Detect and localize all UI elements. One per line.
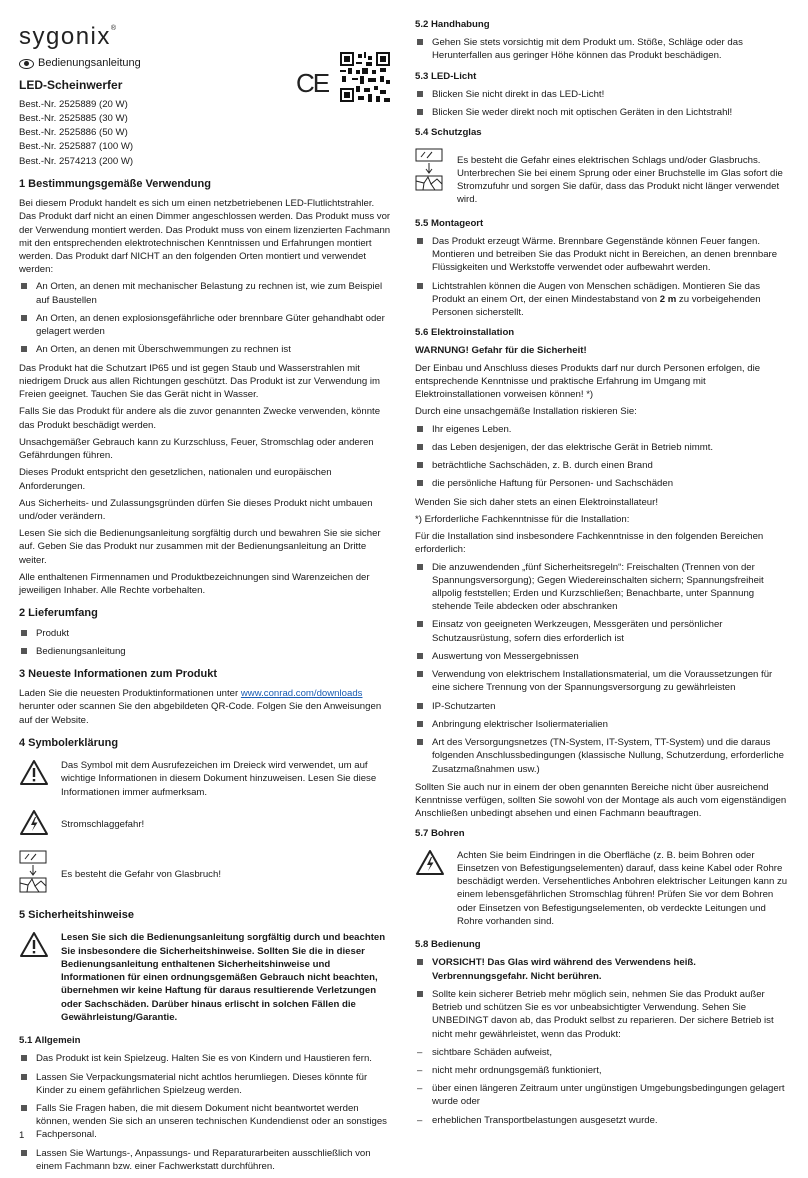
order-number: Best.-Nr. 2574213 (200 W) (19, 155, 134, 167)
section-1-list (19, 280, 392, 356)
list-item: – sichtbare Schäden aufweist, (415, 1046, 790, 1059)
order-number: Best.-Nr. 2525889 (20 W) (19, 98, 128, 110)
list-item: – über einen längeren Zeitraum unter ungünstigen Umgebungsbedingungen gelagert wurde oder (415, 1082, 790, 1108)
list-item: beträchtliche Sachschäden, z. B. durch einen Brand (415, 459, 790, 472)
safety-warning-row (19, 931, 392, 1024)
list-item: Art des Versorgungsnetzes (TN-System, IT-System, TT-System) und die daraus folgenden Anschlussbedingungen (klassische Nullung, Schutzerdung, erforderliche Zusatzmaßnahmen usw.) (415, 736, 790, 776)
condition-list (415, 1046, 790, 1127)
list-item: An Orten, an denen explosionsgefährliche oder brennbare Güter gehandhabt oder gelagert werden (19, 312, 392, 338)
list-item: Blicken Sie nicht direkt in das LED-Licht! (415, 88, 790, 101)
paragraph: Durch eine unsachgemäße Installation riskieren Sie: (415, 406, 637, 418)
mounting-list (415, 235, 790, 319)
list-item: das Leben desjenigen, der das elektrische Gerät in Betrieb nimmt. (415, 441, 790, 454)
drilling-row (415, 849, 790, 928)
symbol-warning-row (19, 759, 392, 799)
section-5-5-title: 5.5 Montageort (415, 217, 484, 229)
product-title: LED-Scheinwerfer (19, 78, 123, 93)
list-item: Lichtstrahlen können die Augen von Menschen schädigen. Montieren Sie das Produkt an einem Ort, der einen Mindestabstand von 2 m zu vorbeigehenden Personen sicherstellt. (415, 280, 790, 320)
drilling-text: Achten Sie beim Eindringen in die Oberfläche (z. B. beim Bohren oder Einsetzen von Befestigungselementen) darauf, dass keine Kabel oder Rohre beschädigt werden. Versehentliches Anbohren elektrischer Leitungen kann zu einem lebensgefährlichen Stromschlag führen! Prüfen Sie vor dem Bohren oder Einsetzen von Befestigungselementen, ob verdeckte Leitungen und Rohre vorhanden sind. (457, 849, 788, 927)
section-4-title: 4 Symbolerklärung (19, 736, 119, 749)
order-number-list (19, 98, 392, 168)
manual-label-row (19, 56, 392, 71)
paragraph: Sollten Sie auch nur in einem der oben genannten Bereiche nicht über ausreichend Kenntnisse verfügen, sollten Sie sowohl von der Montage als auch vom eigenständigen Anschließen unbedingt absehen und einen Fachmann beauftragen. (415, 781, 787, 820)
knowledge-list (415, 561, 790, 776)
paragraph: Das Produkt hat die Schutzart IP65 und ist gegen Staub und Wasserstrahlen mit niedrigem Druck aus allen Richtungen geschützt. Das Produkt ist zur Verwendung im Freien geeignet. Tauchen Sie das Gerät nicht in Wasser. (19, 362, 381, 401)
list-item: Bedienungsanleitung (19, 645, 392, 658)
symbol-shock-row (19, 809, 392, 840)
list-item: IP-Schutzarten (415, 700, 790, 713)
section-5-1-title: 5.1 Allgemein (19, 1035, 81, 1047)
list-item: An Orten, an denen mit mechanischer Belastung zu rechnen ist, wie zum Beispiel auf Baustellen (19, 280, 392, 306)
risk-list (415, 423, 790, 491)
order-number: Best.-Nr. 2525887 (100 W) (19, 141, 134, 153)
electric-shock-icon (415, 849, 445, 880)
list-item: Das Produkt ist kein Spielzeug. Halten Sie es von Kindern und Haustieren fern. (19, 1052, 392, 1065)
eye-icon (19, 59, 34, 69)
right-column (415, 0, 790, 1132)
section-5-title: 5 Sicherheitshinweise (19, 909, 134, 922)
list-item: Das Produkt erzeugt Wärme. Brennbare Gegenstände können Feuer fangen. Montieren und betreiben Sie das Produkt nicht in Bereichen, an denen brennbare Flüssigkeiten und Werkstoffe verwendet oder aufbewahrt werden. (415, 235, 790, 275)
list-item: Ihr eigenes Leben. (415, 423, 790, 436)
list-item: Blicken Sie weder direkt noch mit optischen Geräten in den Lichtstrahl! (415, 106, 790, 119)
section-5-6-title: 5.6 Elektroinstallation (415, 327, 515, 339)
list-item: Verwendung von elektrischem Installationsmaterial, um die Voraussetzungen für eine sichere Trennung von der Spannungsversorgung zu gewährleisten (415, 668, 790, 694)
symbol-warning-text: Das Symbol mit dem Ausrufezeichen im Dreieck wird verwendet, um auf wichtige Informationen in diesem Dokument hinzuweisen. Lesen Sie diese Informationen immer aufmerksam. (61, 760, 377, 798)
brand-logo (19, 20, 392, 50)
paragraph: Lesen Sie sich die Bedienungsanleitung sorgfältig durch und bewahren Sie sie sicher auf. Geben Sie das Produkt nur zusammen mit der Bedienungsanleitung an Dritte weiter. (19, 528, 381, 566)
section-5-7-title: 5.7 Bohren (415, 828, 465, 840)
glass-break-icon (415, 148, 445, 196)
operation-list (415, 956, 790, 1040)
warning-triangle-icon (19, 759, 49, 790)
section-5-4-title: 5.4 Schutzglas (415, 127, 482, 139)
section-1-title: 1 Bestimmungsgemäße Verwendung (19, 177, 211, 190)
paragraph: Aus Sicherheits- und Zulassungsgründen dürfen Sie dieses Produkt nicht umbauen und/oder verändern. (19, 497, 373, 522)
symbol-glass-row (19, 850, 392, 898)
paragraph: *) Erforderliche Fachkenntnisse für die Installation: (415, 513, 630, 525)
section-3-title: 3 Neueste Informationen zum Produkt (19, 668, 218, 681)
list-item: Einsatz von geeigneten Werkzeugen, Messgeräten und persönlicher Schutzausrüstung, sofern dies erforderlich ist (415, 618, 790, 644)
paragraph: Dieses Produkt entspricht den gesetzlichen, nationalen und europäischen Anforderungen. (19, 467, 332, 492)
qr-code-icon (340, 52, 390, 102)
order-number: Best.-Nr. 2525886 (50 W) (19, 127, 128, 139)
symbol-glass-text: Es besteht die Gefahr von Glasbruch! (61, 868, 221, 880)
electric-shock-icon (19, 809, 49, 840)
general-list (19, 1052, 392, 1173)
list-item: Gehen Sie stets vorsichtig mit dem Produkt um. Stöße, Schläge oder das Herunterfallen aus geringer Höhe können das Produkt beschädigen. (415, 36, 790, 62)
section-3-text: Laden Sie die neuesten Produktinformationen unter www.conrad.com/downloads herunter oder scannen Sie den abgebildeten QR-Code. Folgen Sie den Anweisungen auf der Website. (19, 688, 382, 726)
electrical-warning: WARNUNG! Gefahr für die Sicherheit! (415, 345, 587, 357)
manual-label: Bedienungsanleitung (38, 57, 141, 69)
list-item: Sollte kein sicherer Betrieb mehr möglich sein, nehmen Sie das Produkt außer Betrieb und schützen Sie es vor unbeabsichtigter Verwendung. Sehen Sie UNBEDINGT davon ab, das Produkt selbst zu reparieren. Der sichere Betrieb ist nicht mehr gewährleistet, wenn das Produkt: (415, 988, 790, 1041)
page-number: 1 (19, 1130, 25, 1141)
paragraph: Wenden Sie sich daher stets an einen Elektroinstallateur! (415, 496, 659, 508)
order-number: Best.-Nr. 2525885 (30 W) (19, 112, 128, 124)
ce-mark: CE (296, 68, 329, 98)
paragraph: Der Einbau und Anschluss dieses Produkts darf nur durch Personen erfolgen, die entsprechende Kenntnisse und praktische Erfahrung im Umgang mit Elektroinstallationen vorweisen können! *) (415, 362, 761, 401)
handling-list (415, 36, 790, 62)
left-column (19, 0, 392, 1178)
list-item: VORSICHT! Das Glas wird während des Verwendens heiß. Verbrennungsgefahr. Nicht berühren. (415, 956, 790, 982)
paragraph: Alle enthaltenen Firmennamen und Produktbezeichnungen sind Warenzeichen der jeweiligen Inhaber. Alle Rechte vorbehalten. (19, 571, 370, 597)
section-5-8-title: 5.8 Bedienung (415, 939, 481, 951)
list-item: An Orten, an denen mit Überschwemmungen zu rechnen ist (19, 343, 392, 356)
list-item: Falls Sie Fragen haben, die mit diesem Dokument nicht beantwortet werden können, wenden Sie sich an unseren technischen Kundendienst oder an sonstiges Fachpersonal. (19, 1102, 392, 1142)
min-distance-value: 2 m (659, 293, 677, 305)
downloads-link[interactable]: www.conrad.com/downloads (240, 688, 363, 700)
list-item: Anbringung elektrischer Isoliermaterialien (415, 718, 790, 731)
section-1-intro: Bei diesem Produkt handelt es sich um einen netzbetriebenen LED-Flutlichtstrahler. Das Produkt darf nicht an einen Dimmer angeschlossen werden. Das Produkt muss vor der Verwendung montiert werden. Das Produkt muss von einem lizenzierten Fachmann mit den entsprechenden elektrotechnischen Kenntnissen und Erfahrungen montiert werden. Das Produkt darf NICHT an den folgenden Orten montiert und verwendet werden: (19, 198, 391, 276)
protective-glass-text: Es besteht die Gefahr eines elektrischen Schlags und/oder Glasbruchs. Unterbrechen Sie bei einem Sprung oder einer Bruchstelle im Glas sofort die Stromzufuhr und sorgen Sie dafür, dass das Produkt nicht länger verwendet wird. (457, 154, 783, 206)
list-item: – erheblichen Transportbelastungen ausgesetzt wurde. (415, 1114, 790, 1127)
safety-warning-text: Lesen Sie sich die Bedienungsanleitung sorgfältig durch und beachten Sie insbesondere die Sicherheitshinweise. Sollten Sie die in dieser Bedienungsanleitung enthaltenen Sicherheitshinweise und Informationen für einen ordnungsgemäßen Gebrauch nicht beachten, übernehmen wir keine Haftung für daraus resultierende Verletzungen oder Sachschäden. Darüber hinaus erlischt in solchen Fällen die Gewährleistung/Garantie. (61, 932, 386, 1023)
list-item: Die anzuwendenden „fünf Sicherheitsregeln“: Freischalten (Trennen von der Spannungsversorgung); Gegen Wiedereinschalten sichern; Spannungsfreiheit allpolig feststellen; Erden und Kurzschließen; Benachbarte, unter Spannung stehende Teile abdecken oder abschranken (415, 561, 790, 614)
paragraph: Für die Installation sind insbesondere Fachkenntnisse in den folgenden Bereichen erforderlich: (415, 531, 764, 556)
warning-triangle-icon (19, 931, 49, 962)
paragraph: Falls Sie das Produkt für andere als die zuvor genannten Zwecke verwenden, könnte das Produkt beschädigt werden. (19, 406, 381, 431)
section-2-title: 2 Lieferumfang (19, 607, 98, 620)
symbol-shock-text: Stromschlaggefahr! (61, 818, 145, 830)
led-list (415, 88, 790, 119)
list-item: die persönliche Haftung für Personen- und Sachschäden (415, 477, 790, 490)
list-item: Auswertung von Messergebnissen (415, 650, 790, 663)
list-item: Lassen Sie Verpackungsmaterial nicht achtlos herumliegen. Dieses könnte für Kinder zu einem gefährlichen Spielzeug werden. (19, 1071, 392, 1097)
list-item: Lassen Sie Wartungs-, Anpassungs- und Reparaturarbeiten ausschließlich von einem Fachmann bzw. einer Fachwerkstatt durchführen. (19, 1147, 392, 1173)
list-item: – nicht mehr ordnungsgemäß funktioniert, (415, 1064, 790, 1077)
glass-break-icon (19, 850, 49, 898)
paragraph: Unsachgemäßer Gebrauch kann zu Kurzschluss, Feuer, Stromschlag oder anderen Gefährdungen führen. (19, 436, 374, 462)
section-5-2-title: 5.2 Handhabung (415, 19, 490, 30)
delivery-list (19, 627, 392, 658)
protective-glass-row (415, 148, 790, 207)
brand-registered-mark: ® (110, 25, 118, 32)
brand-name: sygonix (19, 23, 111, 50)
list-item: Produkt (19, 627, 392, 640)
section-5-3-title: 5.3 LED-Licht (415, 70, 477, 82)
